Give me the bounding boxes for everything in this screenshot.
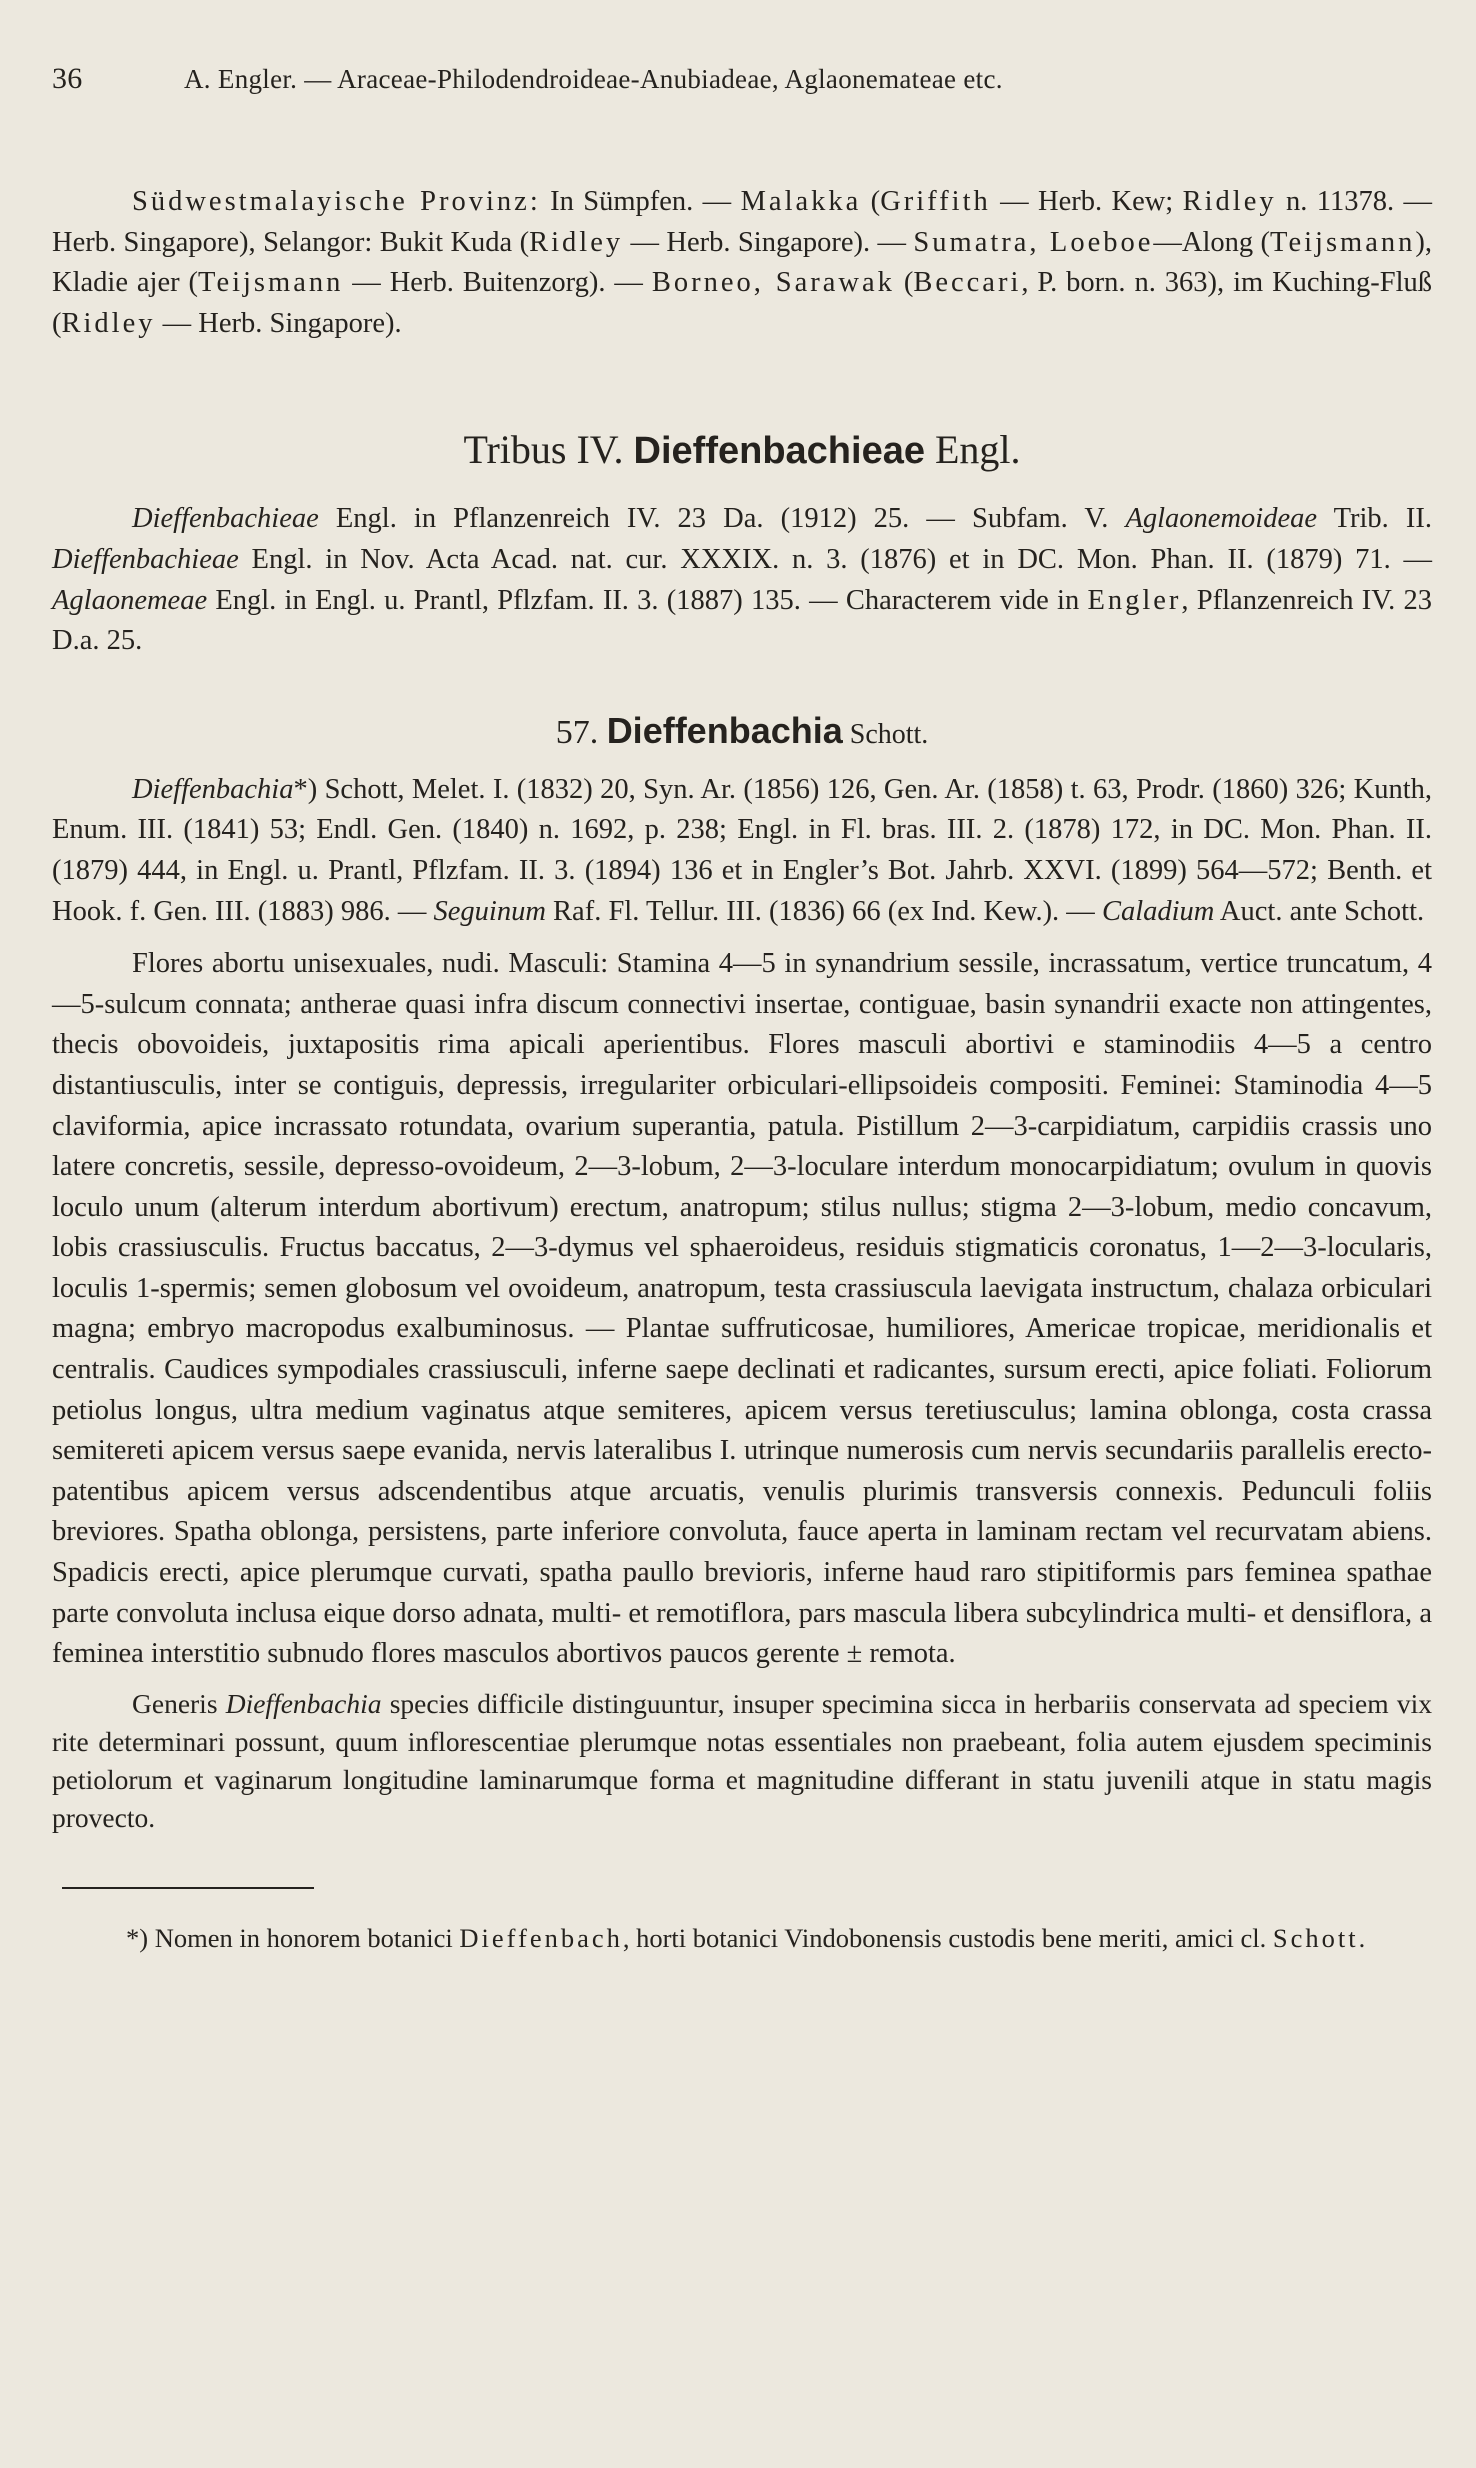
footnote-rule: [62, 1887, 314, 1889]
tribe-citation: Dieffenbachieae Engl. in Pflanzenreich IV. 23 Da. (1912) 25. — Subfam. V. Aglaonemoideae Trib. II. Dieffenbachieae Engl. in Nov. Acta Acad. nat. cur. XXXIX. n. 3. (1876) et in DC. Mon. Phan. II. (1879) 71. — Aglaonemeae Engl. in Engl. u. Prantl, Pflzfam. II. 3. (1887) 135. — Characterem vide in Engler, Pflanzenreich IV. 23 D.a. 25.: [52, 503, 1432, 657]
genus-heading: 57. Dieffenbachia Schott.: [555, 709, 929, 751]
region-name: Südwestmalayische Provinz:: [132, 186, 541, 217]
running-title: A. Engler. — Araceae-Philodendroideae-Anubiadeae, Aglaonemateae etc.: [184, 64, 1003, 94]
generic-note: Generis Dieffenbachia species difficile distinguuntur, insuper specimina sicca in herbariis conservata ad speciem vix rite determinari possunt, quum inflorescentiae plerumque notas essentiales non praebeant, folia autem ejusdem speciminis petiolorum et vaginarum longitudine laminarumque forma et magnitudine differant in statu juvenili atque in statu magis provecto.: [52, 1687, 1432, 1833]
page-number: 36: [52, 62, 83, 95]
genus-citation: Dieffenbachia*) Schott, Melet. I. (1832) 20, Syn. Ar. (1856) 126, Gen. Ar. (1858) t. 63, Prodr. (1860) 326; Kunth, Enum. III. (1841) 53; Endl. Gen. (1840) n. 1692, p. 238; Engl. in Fl. bras. III. 2. (1878) 172, in DC. Mon. Phan. II. (1879) 444, in Engl. u. Prantl, Pflzfam. II. 3. (1894) 136 et in Engler’s Bot. Jahrb. XXVI. (1899) 564—572; Benth. et Hook. f. Gen. III. (1883) 986. — Seguinum Raf. Fl. Tellur. III. (1836) 66 (ex Ind. Kew.). — Caladium Auct. ante Schott.: [52, 773, 1432, 927]
tribe-heading: Tribus IV. Dieffenbachieae Engl.: [463, 427, 1021, 473]
locality-paragraph: Südwestmalayische Provinz: In Sümpfen. — Malakka (Griffith — Herb. Kew; Ridley n. 11378. — Herb. Singapore), Selangor: Bukit Kuda (Ridley — Herb. Singapore). — Sumatra, Loeboe—Along (Teijsmann), Kladie ajer (Teijsmann — Herb. Buitenzorg). — Borneo, Sarawak (Beccari, P. born. n. 363), im Kuching-Fluß (Ridley — Herb. Singapore).: [52, 186, 1432, 339]
genus-description: Flores abortu unisexuales, nudi. Masculi: Stamina 4—5 in synandrium sessile, incrassatum, vertice truncatum, 4—5-sulcum connata; antherae quasi infra discum connectivi insertae, contiguae, basin synandrii exacte non attingentes, thecis obovoideis, juxtapositis rima apicali aperientibus. Flores masculi abortivi e staminodiis 4—5 a centro distantiusculis, inter se contiguis, depressis, irregulariter orbiculari-ellipsoideis compositi. Feminei: Staminodia 4—5 claviformia, apice incrassato rotundata, ovarium superantia, patula. Pistillum 2—3-carpidiatum, carpidiis crassis uno latere concretis, sessile, depresso-ovoideum, 2—3-lobum, 2—3-loculare interdum monocarpidiatum; ovulum in quovis loculo unum (alterum interdum abortivum) erectum, anatropum; stilus nullus; stigma 2—3-lobum, medio concavum, lobis crassiusculis. Fructus baccatus, 2—3-dymus vel sphaeroideus, residuis stigmaticis coronatus, 1—2—3-locularis, loculis 1-spermis; semen globosum vel ovoideum, anatropum, testa crassiuscula laevigata instructum, chalaza orbiculari magna; embryo macropodus exalbuminosus. — Plantae suffruticosae, humiliores, Americae tropicae, meridionalis et centralis. Caudices sympodiales crassiusculi, inferne saepe declinati et radicantes, sursum erecti, apice foliati. Foliorum petiolus longus, ultra medium vaginatus atque semiteres, apicem versus teretiusculus; lamina oblonga, costa crassa semitereti apicem versus saepe evanida, nervis lateralibus I. utrinque numerosis cum nervis secundariis parallelis erecto-patentibus apicem versus adscendentibus atque arcuatis, venulis plurimis transversis connexis. Pedunculi foliis breviores. Spatha oblonga, persistens, parte inferiore convoluta, fauce aperta in laminam rectam vel recurvatam abiens. Spadicis erecti, apice plerumque curvati, spatha paullo brevioris, inferne haud raro stipitiformis pars feminea spathae parte convoluta inclusa eique dorso adnata, multi- et remotiflora, pars mascula libera subcylindrica multi- et densiflora, a feminea interstitio subnudo flores masculos abortivos paucos gerente ± remota.: [52, 948, 1432, 1670]
genus-name: Dieffenbachia: [606, 709, 843, 751]
running-head: [52, 62, 1432, 96]
footnote: *) Nomen in honorem botanici Dieffenbach, horti botanici Vindobonensis custodis bene meriti, amici cl. Schott.: [126, 1922, 1366, 1953]
tribe-name: Dieffenbachieae: [633, 430, 925, 473]
